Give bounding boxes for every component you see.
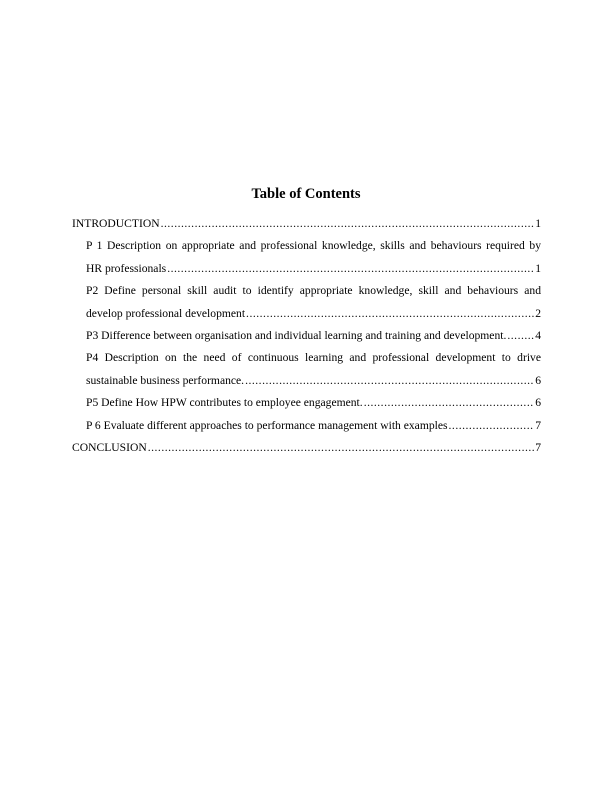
dot-leader <box>246 303 534 325</box>
toc-entry-label-line1: P 1 Description on appropriate and professional knowledge, skills and behaviours required by <box>86 239 541 253</box>
dot-leader <box>148 437 534 459</box>
toc-entry-label: HR professionals <box>86 261 167 275</box>
toc-page-number: 6 <box>535 373 541 387</box>
toc-page-number: 1 <box>535 217 541 230</box>
toc-entry-p1[interactable] <box>72 235 541 280</box>
toc-entry-p6[interactable] <box>72 415 541 437</box>
toc-entry-label-line1: P2 Define personal skill audit to identify appropriate knowledge, skill and behaviours and <box>86 284 541 298</box>
toc-entry-label: CONCLUSION <box>72 440 147 454</box>
dot-leader <box>449 415 535 437</box>
toc-entry-label: P5 Define How HPW contributes to employee engagement. <box>86 396 363 410</box>
toc-entry-p2[interactable] <box>72 280 541 325</box>
toc-page-number: 1 <box>535 261 541 275</box>
toc-page-number: 7 <box>535 418 541 432</box>
toc-title: Table of Contents <box>251 186 361 202</box>
toc-entry-conclusion[interactable] <box>72 437 541 459</box>
toc-entry-label-line1: P4 Description on the need of continuous learning and professional development to drive <box>86 351 541 365</box>
dot-leader <box>167 258 534 280</box>
toc-entry-label: INTRODUCTION <box>72 217 160 230</box>
toc-page-number: 6 <box>535 396 541 410</box>
toc-entry-p5[interactable] <box>72 392 541 414</box>
toc-page-number: 2 <box>535 306 541 320</box>
table-of-contents <box>72 213 541 459</box>
toc-entry-label: sustainable business performance. <box>86 373 245 387</box>
toc-entry-label: P3 Difference between organisation and individual learning and training and development. <box>86 328 507 342</box>
toc-entry-label: P 6 Evaluate different approaches to performance management with examples <box>86 418 448 432</box>
dot-leader <box>507 325 534 347</box>
toc-entry-p4[interactable] <box>72 347 541 392</box>
dot-leader <box>161 213 535 235</box>
toc-entry-introduction[interactable] <box>72 213 541 235</box>
toc-page-number: 4 <box>535 328 541 342</box>
dot-leader <box>364 392 535 414</box>
dot-leader <box>245 370 534 392</box>
toc-page-number: 7 <box>535 440 541 454</box>
toc-entry-label: develop professional development <box>86 306 246 320</box>
toc-entry-p3[interactable] <box>72 325 541 347</box>
